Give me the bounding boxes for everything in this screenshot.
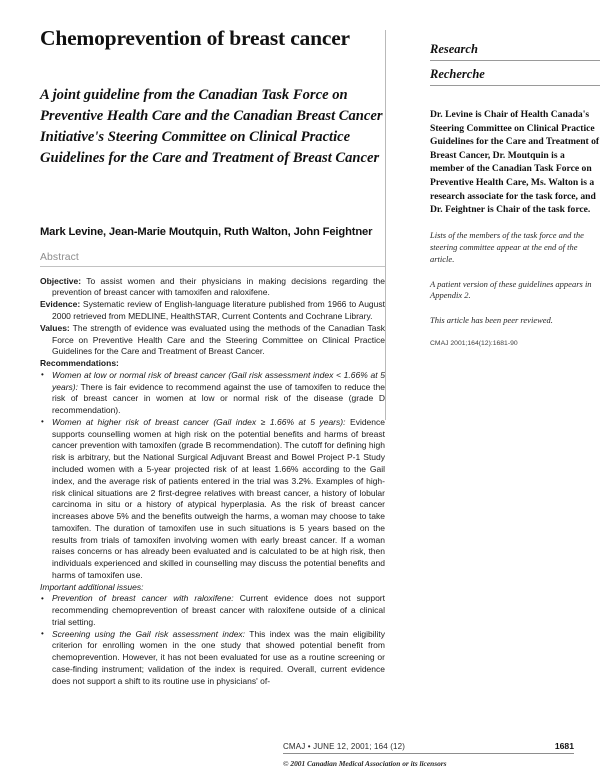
article-citation: CMAJ 2001;164(12):1681-90 xyxy=(430,340,518,348)
additional-issue-2-text: This index was the main eligibility criterion for enrolling women in the one study that showed potential benefit from chemoprevention. However, it has not been evaluated for use as a routine screening or case-finding instrument; validation of the index is required. Overall, current evidence does not support a shift to its routine use in physicians' of- xyxy=(52,628,386,686)
additional-issue-2-title: Screening using the Gail risk assessment index: xyxy=(52,628,246,639)
page-footer xyxy=(0,741,600,776)
abstract-values-label: Values: xyxy=(40,322,70,333)
article-subtitle: A joint guideline from the Canadian Task Force on Preventive Health Care and the Canadian Breast Cancer Initiative's Steering Committee on Clinical Practice Guidelines for the Care and Treatment of Breast Cancer xyxy=(40,86,383,166)
sidebar-top-spacer xyxy=(430,26,600,42)
recommendations-list xyxy=(40,370,385,582)
abstract-evidence-text: Systematic review of English-language literature published from 1966 to August 2000 retrieved from MEDLINE, HealthSTAR, Current Contents and Cochrane Library. xyxy=(52,299,385,322)
abstract-objective-label: Objective: xyxy=(40,275,82,286)
footer-page-number: 1681 xyxy=(554,741,574,751)
footer-copyright: © 2001 Canadian Medical Association or its licensors xyxy=(283,759,447,768)
page-title: Chemoprevention of breast cancer xyxy=(40,26,350,50)
note-peer-reviewed: This article has been peer reviewed. xyxy=(430,315,553,326)
sidebar-column xyxy=(430,26,600,349)
footer-rule-row xyxy=(283,741,574,754)
abstract-recommendations-label: Recommendations: xyxy=(40,358,119,369)
additional-issue-1-title: Prevention of breast cancer with raloxifene: xyxy=(52,593,234,604)
page-columns xyxy=(40,26,600,688)
recommendation-1-text: There is fair evidence to recommend against the use of tamoxifen to reduce the risk of breast cancer in women at low or normal risk of the disease (grade D recommendation). xyxy=(52,381,385,416)
note-patient-version: A patient version of these guidelines appears in Appendix 2. xyxy=(430,278,592,301)
sidebar-section-english: Research xyxy=(430,42,478,56)
sidebar-rule-french xyxy=(430,85,600,86)
abstract-divider-rule xyxy=(40,266,385,267)
author-list: Mark Levine, Jean-Marie Moutquin, Ruth Walton, John Feightner xyxy=(40,225,373,238)
sidebar-mid-spacer xyxy=(430,92,600,108)
list-item xyxy=(40,593,385,628)
abstract-body xyxy=(40,276,385,688)
footer-journal-line: CMAJ • JUNE 12, 2001; 164 (12) xyxy=(283,742,406,751)
abstract-evidence xyxy=(40,299,385,323)
author-affiliation-note: Dr. Levine is Chair of Health Canada's Steering Committee on Clinical Practice Guidelines for the Care and Treatment of Breast Cancer, Dr. Moutquin is a member of the Canadian Task Force on Preventive Health Care, Ms. Walton is a research associate for the task force, and Dr. Feightner is Chair of the task force. xyxy=(430,109,600,216)
list-item xyxy=(40,370,385,417)
recommendation-2-title: Women at higher risk of breast cancer (Gail index ≥ 1.66% at 5 years): xyxy=(52,416,346,427)
list-item xyxy=(40,629,385,688)
list-item xyxy=(40,417,385,582)
abstract-additional-issues-label: Important additional issues: xyxy=(40,581,144,592)
sidebar-section-french: Recherche xyxy=(430,67,485,81)
recommendation-2-text: Evidence supports counselling women at high risk on the potential benefits and harms of breast cancer prevention with tamoxifen (grade B recommendation). The cutoff for defining high risk is arbitrary, but the National Surgical Adjuvant Breast and Bowel Project P-1 Study included women with a 5-year projected risk of at least 1.66% according to the Gail index, and the average risk of patients entered in the trial was 3.2%. Examples of high-risk clinical situations are 2 first-degree relatives with breast cancer, a history of lobular carcinoma in situ or a history of atypical hyperplasia. As the risk of breast cancer increases above 5% and the benefits outweigh the harms, a woman may choose to take tamoxifen. The duration of tamoxifen use in such situations is 5 years based on the results from trials of tamoxifen involving women with early breast cancer. If a woman raises concerns or has already been evaluated and is calculated to be at high risk, then individuals experienced and skilled in counselling may discuss the potential benefits and harms of tamoxifen use. xyxy=(52,416,385,580)
abstract-values-text: The strength of evidence was evaluated using the methods of the Canadian Task Force on Preventive Health Care and the Steering Committee on Clinical Practice Guidelines for the Care and Treatment of Breast Cancer. xyxy=(52,322,385,357)
abstract-objective xyxy=(40,276,385,300)
sidebar-rule-english xyxy=(430,60,600,61)
abstract-heading: Abstract xyxy=(40,251,79,263)
additional-issues-list xyxy=(40,593,385,687)
recommendation-1-title: Women at low or normal risk of breast cancer (Gail risk assessment index < 1.66% at 5 years): xyxy=(52,369,385,392)
abstract-evidence-label: Evidence: xyxy=(40,299,81,310)
main-column xyxy=(40,26,385,688)
abstract-objective-text: To assist women and their physicians in making decisions regarding the prevention of breast cancer with tamoxifen and raloxifene. xyxy=(52,275,385,298)
additional-issue-1-text: Current evidence does not support recommending chemoprevention of breast cancer with raloxifene outside of a clinical trial setting. xyxy=(52,593,385,627)
abstract-values xyxy=(40,323,385,358)
column-divider-rule xyxy=(385,30,386,420)
note-member-lists: Lists of the members of the task force and the steering committee appear at the end of the article. xyxy=(430,229,584,264)
